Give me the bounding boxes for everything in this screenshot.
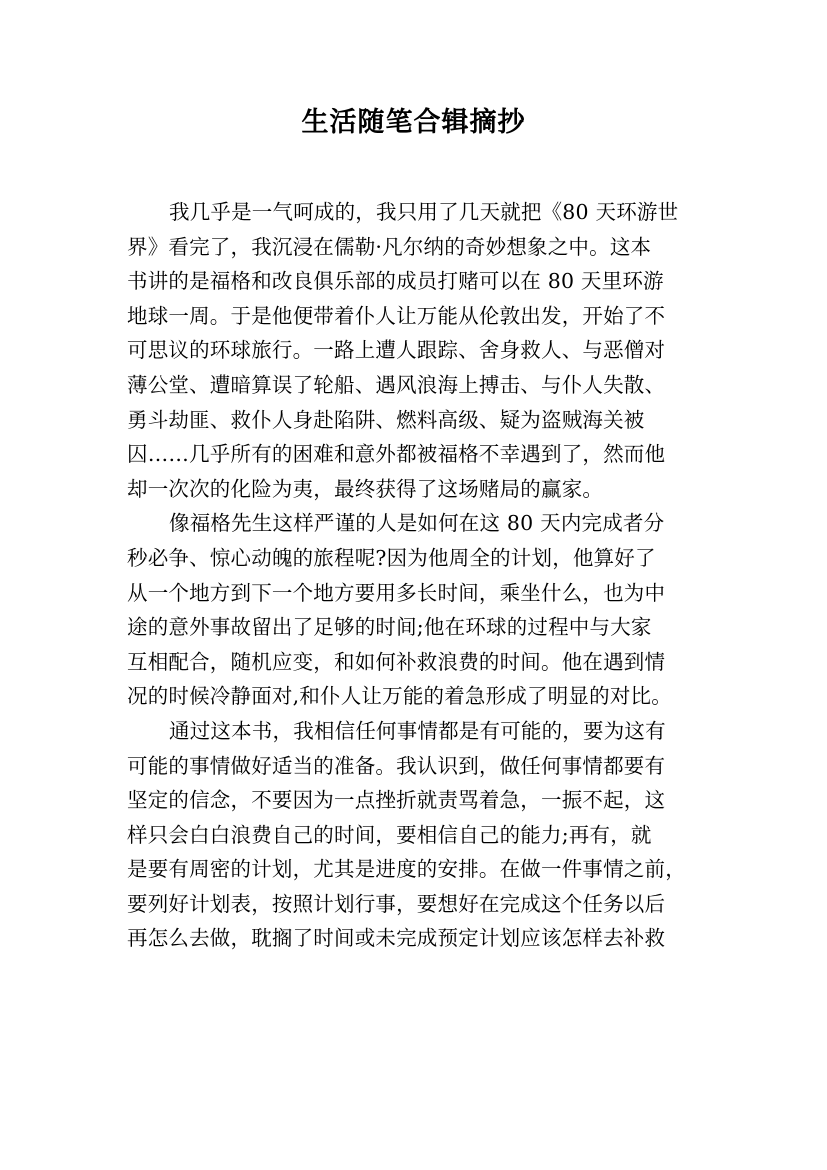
text-line: 坚定的信念，不要因为一点挫折就责骂着急，一振不起，这	[127, 788, 666, 813]
text-line: 途的意外事故留出了足够的时间;他在环球的过程中与大家	[127, 615, 652, 640]
text-line: 是要有周密的计划，尤其是进度的安排。在做一件事情之前，	[127, 857, 686, 882]
text-line: 勇斗劫匪、救仆人身赴陷阱、燃料高级、疑为盗贼海关被	[127, 407, 645, 432]
text-line: 界》看完了，我沉浸在儒勒·凡尔纳的奇妙想象之中。这本	[127, 234, 652, 259]
text-line: 要列好计划表，按照计划行事，要想好在完成这个任务以后	[127, 891, 666, 916]
document-title: 生活随笔合辑摘抄	[301, 107, 526, 138]
text-line: 可思议的环球旅行。一路上遭人跟踪、舍身救人、与恶僧对	[127, 338, 666, 363]
text-line: 再怎么去做，耽搁了时间或未完成预定计划应该怎样去补救	[127, 926, 666, 951]
text-line: 从一个地方到下一个地方要用多长时间，乘坐什么，也为中	[127, 580, 666, 605]
document-body	[127, 195, 713, 956]
text-line: 样只会白白浪费自己的时间，要相信自己的能力;再有，就	[127, 822, 652, 847]
text-line: 却一次次的化险为夷，最终获得了这场赌局的赢家。	[127, 476, 604, 501]
text-line: 互相配合，随机应变，和如何补救浪费的时间。他在遇到情	[127, 649, 666, 674]
text-line: 薄公堂、遭暗算误了轮船、遇风浪海上搏击、与仆人失散、	[127, 372, 666, 397]
text-line: 通过这本书，我相信任何事情都是有可能的，要为这有	[169, 718, 666, 743]
text-line: 我几乎是一气呵成的，我只用了几天就把《80 天环游世	[169, 200, 679, 224]
text-line: 况的时候冷静面对,和仆人让万能的着急形成了明显的对比。	[127, 684, 672, 709]
text-line: 可能的事情做好适当的准备。我认识到，做任何事情都要有	[127, 753, 666, 778]
text-line: 书讲的是福格和改良俱乐部的成员打赌可以在 80 天里环游	[127, 269, 664, 294]
text-line: 囚……几乎所有的困难和意外都被福格不幸遇到了，然而他	[127, 442, 666, 467]
text-line: 秒必争、惊心动魄的旅程呢?因为他周全的计划，他算好了	[127, 545, 656, 570]
text-line: 像福格先生这样严谨的人是如何在这 80 天内完成者分	[169, 511, 665, 536]
text-line: 地球一周。于是他便带着仆人让万能从伦敦出发，开始了不	[127, 303, 666, 328]
